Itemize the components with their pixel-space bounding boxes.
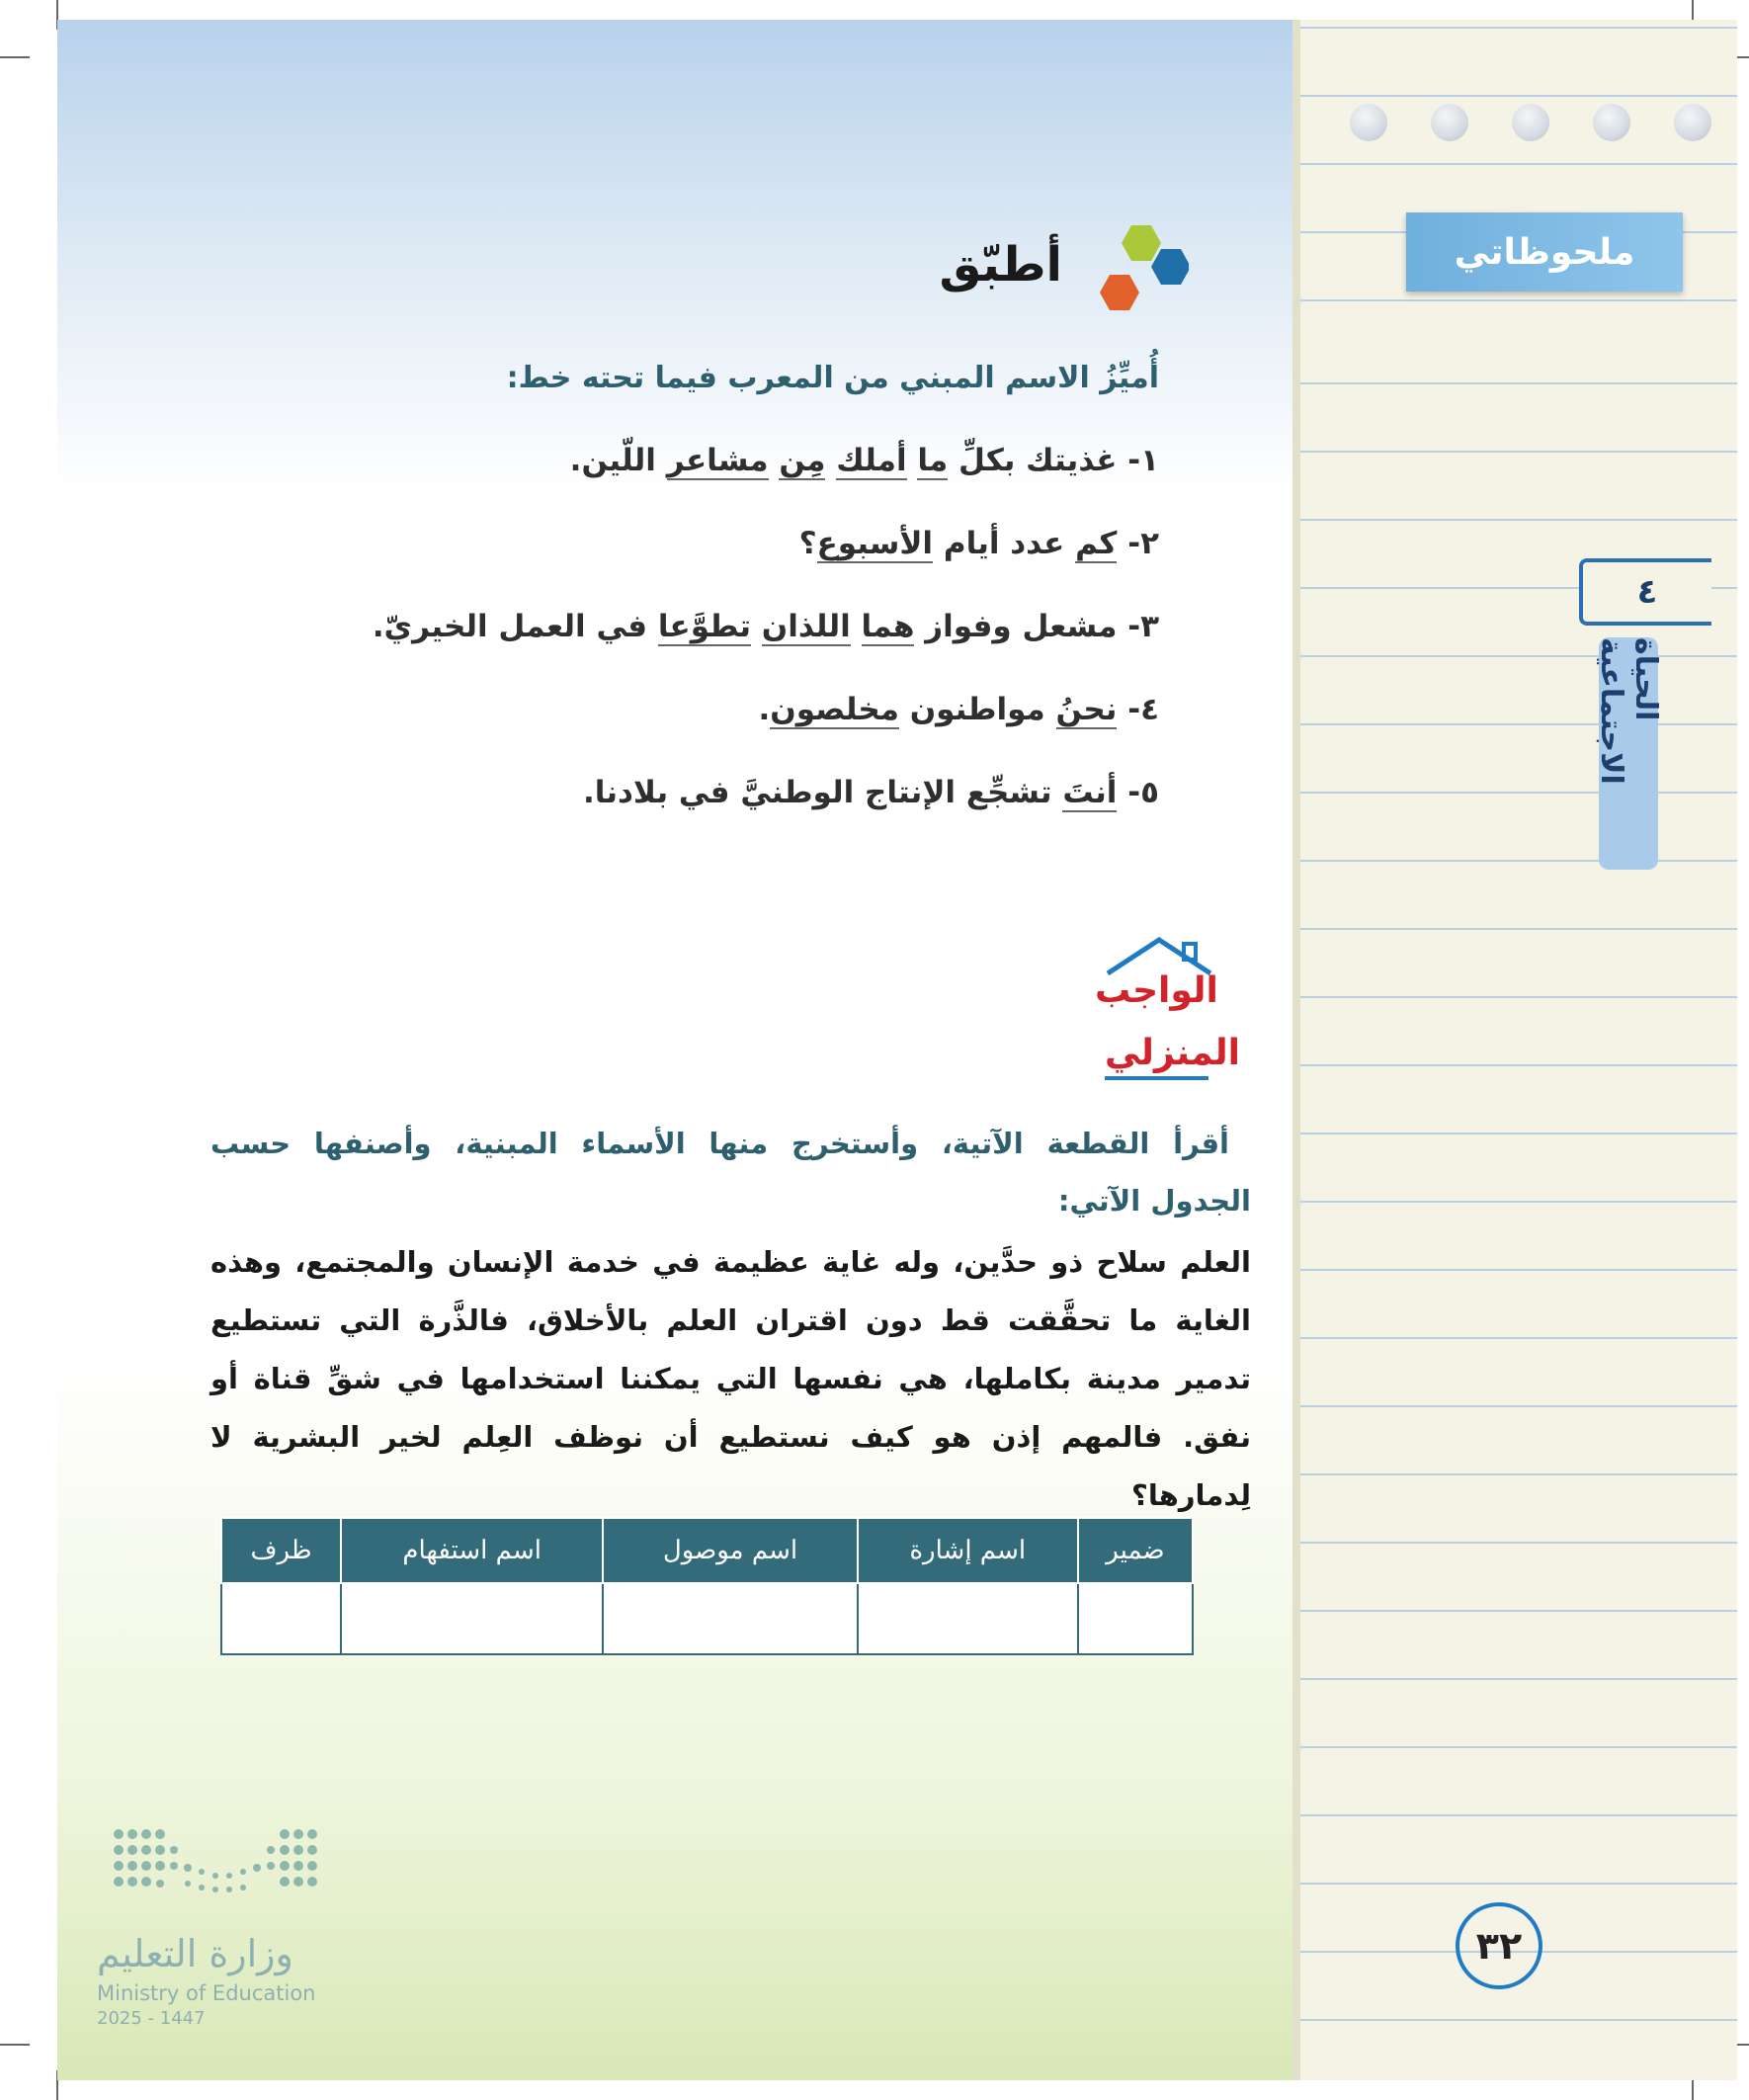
answer-cell[interactable]	[1078, 1583, 1193, 1654]
answer-cell[interactable]	[858, 1583, 1078, 1654]
underlined-word: كم	[1075, 526, 1118, 561]
column-header: ضمير	[1078, 1518, 1193, 1583]
item-text	[907, 443, 918, 478]
apply-title: أطبّق	[939, 237, 1062, 293]
binder-hole	[1674, 104, 1711, 141]
exercise-item	[570, 443, 1159, 478]
item-text: غذيتك بكلِّ	[948, 443, 1118, 478]
binder-hole	[1431, 104, 1468, 141]
page-number: ٣٢	[1456, 1902, 1542, 1989]
homework-instruction: أقرأ القطعة الآتية، وأستخرج منها الأسماء المبنية، وأصنفها حسب الجدول الآتي:	[210, 1127, 1251, 1218]
underlined-word: نحنُ	[1055, 692, 1118, 727]
underlined-word: أملك	[836, 443, 907, 478]
underlined-word: تطوَّعا	[657, 609, 751, 644]
underlined-word: مِن	[779, 443, 826, 478]
answer-cell[interactable]	[221, 1583, 341, 1654]
item-text: اللّين.	[569, 443, 667, 478]
reading-passage: العلم سلاح ذو حدَّين، وله غاية عظيمة في خدمة الإنسان والمجتمع، وهذه الغاية ما تحقَّقت قط دون اقتران العلم بالأخلاق، فالذَّرة التي تستطيع تدمير مدينة بكاملها، هي نفسها التي يمكننا استخدامها في شقِّ قناة أو نفق. فالمهم إذن هو كيف نستطيع أن نوظف العِلم لخير البشرية لا لِدمارها؟	[210, 1245, 1251, 1512]
underlined-word: هما	[861, 609, 915, 644]
ministry-name-en: Ministry of Education	[97, 1981, 316, 2005]
item-text	[825, 443, 836, 478]
item-text: عدد أيام	[933, 526, 1076, 561]
classification-table	[220, 1517, 1194, 1655]
homework-title-line2: المنزلي	[1105, 1033, 1208, 1080]
notes-sidebar	[1292, 20, 1737, 2080]
answer-cell[interactable]	[603, 1583, 857, 1654]
underlined-word: ما	[917, 443, 949, 478]
item-text: مشعل وفواز	[914, 609, 1118, 644]
apply-instruction: أُميِّزُ الاسم المبني من المعرب فيما تحته خط:	[506, 361, 1159, 395]
answer-cell[interactable]	[341, 1583, 603, 1654]
crop-mark	[0, 56, 30, 58]
column-header: اسم استفهام	[341, 1518, 603, 1583]
exercise-item	[799, 526, 1159, 561]
item-text	[751, 609, 762, 644]
item-number: ١-	[1127, 443, 1159, 478]
item-number: ٥-	[1127, 775, 1159, 810]
homework-title-line1: الواجب	[1095, 970, 1218, 1011]
column-header: اسم إشارة	[858, 1518, 1078, 1583]
crop-mark	[0, 2044, 30, 2046]
column-header: اسم موصول	[603, 1518, 857, 1583]
item-text	[769, 443, 780, 478]
underlined-word: اللذان	[761, 609, 851, 644]
binder-hole	[1593, 104, 1630, 141]
ministry-year: 2025 - 1447	[97, 2008, 206, 2029]
item-text	[851, 609, 862, 644]
item-text: تشجِّع الإنتاج الوطنيَّ في بلادنا.	[582, 775, 1063, 810]
item-number: ٣-	[1127, 609, 1159, 644]
exercise-item	[373, 609, 1159, 644]
hexagon-icon	[1070, 217, 1189, 326]
unit-title: الحياة الاجتماعية	[1599, 637, 1658, 870]
underlined-word: مشاعر	[666, 443, 769, 478]
exercise-item	[759, 692, 1160, 727]
item-text: ؟	[798, 526, 817, 561]
binder-hole	[1512, 104, 1549, 141]
notes-tab: ملحوظاتي	[1406, 212, 1683, 292]
ministry-name-ar: وزارة التعليم	[97, 1932, 293, 1975]
item-text: .	[758, 692, 771, 727]
unit-number: ٤	[1579, 558, 1711, 626]
table-row	[221, 1583, 1193, 1654]
underlined-word: أنتَ	[1062, 775, 1118, 810]
binder-hole	[1350, 104, 1387, 141]
column-header: ظرف	[221, 1518, 341, 1583]
exercise-item	[583, 775, 1159, 810]
underlined-word: مخلصون	[770, 692, 899, 727]
underlined-word: الأسبوع	[816, 526, 934, 561]
item-number: ٢-	[1127, 526, 1159, 561]
item-text: مواطنون	[898, 692, 1056, 727]
table-header-row	[221, 1518, 1193, 1583]
textbook-page	[57, 20, 1737, 2080]
item-number: ٤-	[1127, 692, 1159, 727]
item-text: في العمل الخيريّ.	[372, 609, 658, 644]
